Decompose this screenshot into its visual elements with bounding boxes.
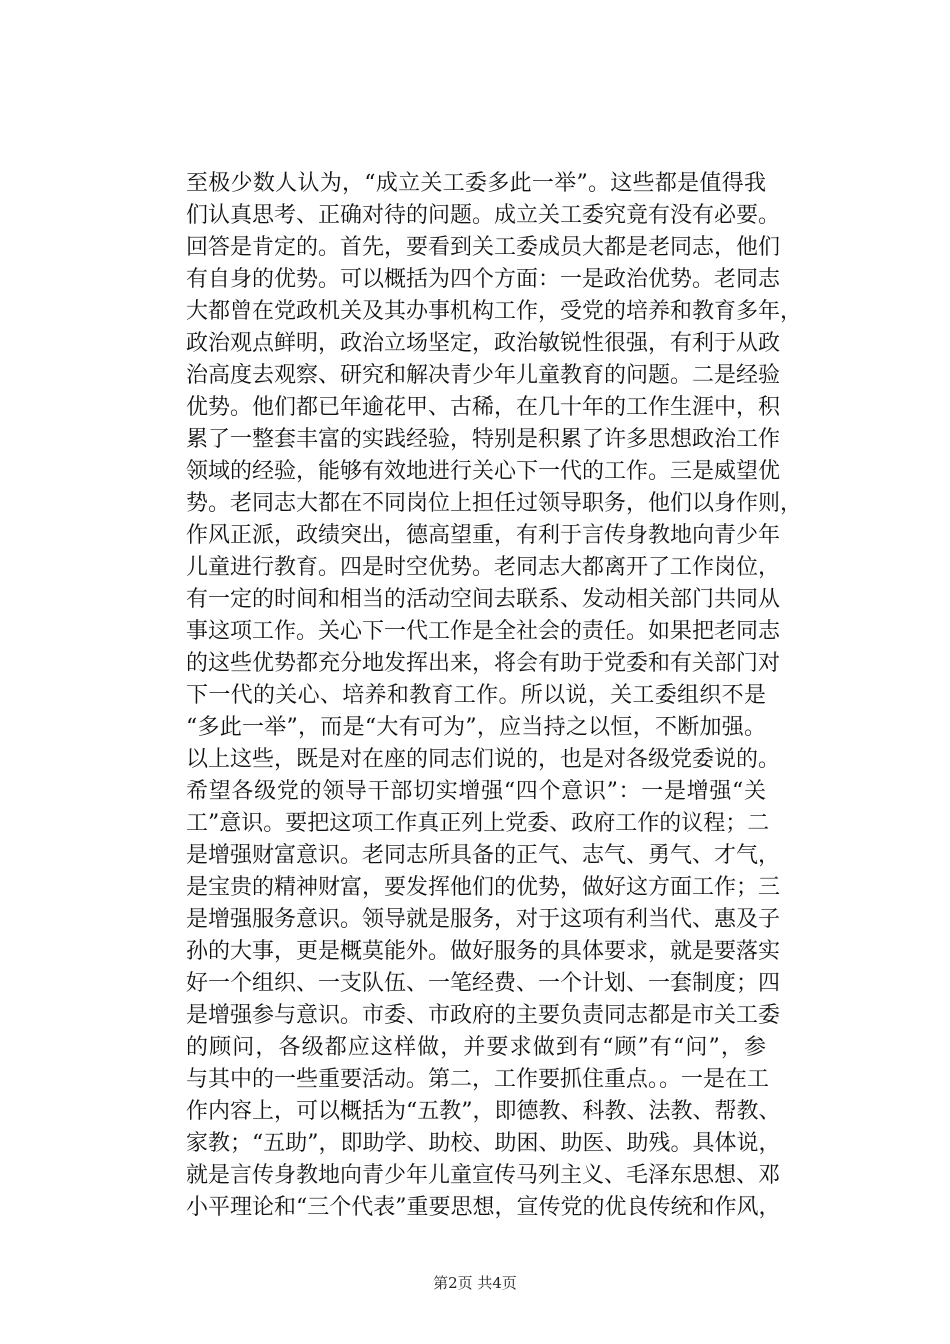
text-line: 工”意识。要把这项工作真正列上党委、政府工作的议程；二 bbox=[186, 811, 770, 836]
text-line: 领域的经验，能够有效地进行关心下一代的工作。三是威望优 bbox=[186, 459, 781, 484]
text-line: 就是言传身教地向青少年儿童宣传马列主义、毛泽东思想、邓 bbox=[186, 1163, 781, 1188]
text-line: 是增强财富意识。老同志所具备的正气、志气、勇气、才气， bbox=[186, 843, 781, 868]
text-line: 小平理论和“三个代表”重要思想，宣传党的优良传统和作风， bbox=[186, 1195, 781, 1220]
text-line: 的顾问，各级都应这样做，并要求做到有“顾”有“问”，参 bbox=[186, 1035, 766, 1060]
text-line: 孙的大事，更是概莫能外。做好服务的具体要求，就是要落实 bbox=[186, 939, 781, 964]
body-text bbox=[186, 168, 803, 1224]
text-line: 作内容上，可以概括为“五教”，即德教、科教、法教、帮教、 bbox=[186, 1099, 781, 1124]
text-line: 势。老同志大都在不同岗位上担任过领导职务，他们以身作则， bbox=[186, 491, 803, 516]
text-line: 好一个组织、一支队伍、一笔经费、一个计划、一套制度；四 bbox=[186, 971, 781, 996]
text-line: 是增强参与意识。市委、市政府的主要负责同志都是市关工委 bbox=[186, 1003, 781, 1028]
text-line: 希望各级党的领导干部切实增强“四个意识”：一是增强“关 bbox=[186, 779, 766, 804]
text-line: 的这些优势都充分地发挥出来，将会有助于党委和有关部门对 bbox=[186, 651, 781, 676]
text-line: 家教；“五助”，即助学、助校、助困、助医、助残。具体说， bbox=[186, 1131, 781, 1156]
text-line: 是宝贵的精神财富，要发挥他们的优势，做好这方面工作；三 bbox=[186, 875, 781, 900]
text-line: 儿童进行教育。四是时空优势。老同志大都离开了工作岗位， bbox=[186, 555, 781, 580]
text-line: 是增强服务意识。领导就是服务，对于这项有利当代、惠及子 bbox=[186, 907, 781, 932]
text-line: 与其中的一些重要活动。第二，工作要抓住重点。。一是在工 bbox=[186, 1067, 770, 1092]
text-line: 以上这些，既是对在座的同志们说的，也是对各级党委说的。 bbox=[186, 747, 781, 772]
text-line: 有自身的优势。可以概括为四个方面：一是政治优势。老同志 bbox=[186, 267, 781, 292]
text-line: “多此一举”，而是“大有可为”，应当持之以恒，不断加强。 bbox=[186, 715, 766, 740]
text-line: 累了一整套丰富的实践经验，特别是积累了许多思想政治工作 bbox=[186, 427, 781, 452]
text-line: 至极少数人认为，“成立关工委多此一举”。这些都是值得我 bbox=[186, 171, 766, 196]
text-line: 政治观点鲜明，政治立场坚定，政治敏锐性很强，有利于从政 bbox=[186, 331, 781, 356]
text-line: 有一定的时间和相当的活动空间去联系、发动相关部门共同从 bbox=[186, 587, 781, 612]
text-line: 回答是肯定的。首先，要看到关工委成员大都是老同志，他们 bbox=[186, 235, 781, 260]
text-line: 大都曾在党政机关及其办事机构工作，受党的培养和教育多年， bbox=[186, 299, 803, 324]
text-line: 作风正派，政绩突出，德高望重，有利于言传身教地向青少年 bbox=[186, 523, 781, 548]
text-line: 治高度去观察、研究和解决青少年儿童教育的问题。二是经验 bbox=[186, 363, 781, 388]
text-line: 事这项工作。关心下一代工作是全社会的责任。如果把老同志 bbox=[186, 619, 781, 644]
page-footer: 第2页 共4页 bbox=[433, 1274, 517, 1292]
text-line: 们认真思考、正确对待的问题。成立关工委究竟有没有必要。 bbox=[186, 203, 781, 228]
text-line: 优势。他们都已年逾花甲、古稀，在几十年的工作生涯中，积 bbox=[186, 395, 781, 420]
text-line: 下一代的关心、培养和教育工作。所以说，关工委组织不是 bbox=[186, 683, 766, 708]
